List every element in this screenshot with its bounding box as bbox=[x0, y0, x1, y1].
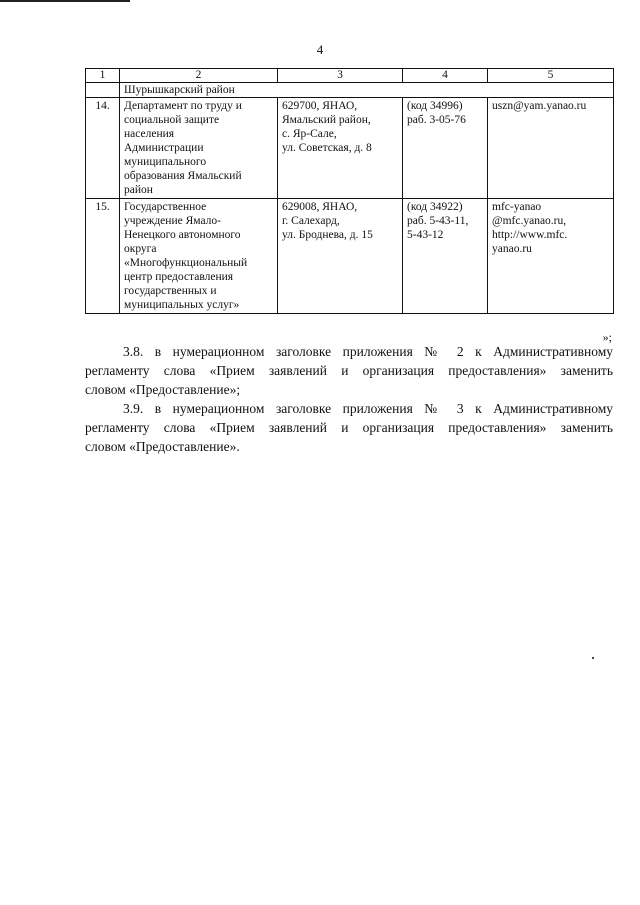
organization-name-line: Администрации bbox=[124, 142, 204, 154]
column-header: 2 bbox=[120, 69, 278, 83]
organization-name-line: муниципальных услуг» bbox=[124, 299, 240, 311]
address-line: г. Салехард, bbox=[282, 215, 340, 227]
phone-cell bbox=[403, 199, 488, 314]
column-header: 1 bbox=[86, 69, 120, 83]
paragraph-line: словом «Предоставление». bbox=[85, 439, 240, 454]
address-line: ул. Советская, д. 8 bbox=[282, 142, 372, 154]
phone-line: раб. 3-05-76 bbox=[407, 114, 466, 126]
email-link[interactable]: uszn@yam.yanao.ru bbox=[492, 100, 587, 112]
column-header: 4 bbox=[403, 69, 488, 83]
column-header: 3 bbox=[278, 69, 403, 83]
organization-name-line: район bbox=[124, 184, 153, 196]
phone-line: (код 34996) bbox=[407, 100, 463, 112]
organization-name-line: социальной защите bbox=[124, 114, 220, 126]
organization-name-line: округа bbox=[124, 243, 157, 255]
organization-name-line: «Многофункциональный bbox=[124, 257, 248, 269]
organization-name-line: Департамент по труду и bbox=[124, 100, 242, 112]
contacts-table bbox=[85, 68, 614, 314]
organization-name-cell bbox=[120, 98, 278, 199]
address-line: 629008, ЯНАО, bbox=[282, 201, 358, 213]
region-num-cell bbox=[86, 83, 120, 98]
organization-name-line: Государственное bbox=[124, 201, 207, 213]
phone-line: 5-43-12 bbox=[407, 229, 444, 241]
table-header-row bbox=[86, 69, 614, 83]
contact-cell bbox=[488, 98, 614, 199]
contact-cell bbox=[488, 199, 614, 314]
page-number: 4 bbox=[316, 42, 324, 57]
address-line: Ямальский район, bbox=[282, 114, 371, 126]
organization-name-line: государственных и bbox=[124, 285, 217, 297]
organization-name-cell bbox=[120, 199, 278, 314]
organization-name-line: учреждение Ямало- bbox=[124, 215, 221, 227]
row-number: 14. bbox=[86, 98, 120, 199]
phone-line: раб. 5-43-11, bbox=[407, 215, 469, 227]
address-cell bbox=[278, 98, 403, 199]
table-row bbox=[86, 199, 614, 314]
paragraph-line: 3.8. в нумерационном заголовке приложения № 2 к Административному bbox=[123, 344, 613, 359]
website-link[interactable]: yanao.ru bbox=[492, 243, 532, 255]
address-line: 629700, ЯНАО, bbox=[282, 100, 358, 112]
region-name: Шурышкарский район bbox=[120, 83, 614, 98]
closing-quote: »; bbox=[602, 330, 612, 344]
email-link[interactable]: @mfc.yanao.ru, bbox=[492, 215, 567, 227]
paragraph-line: регламенту слова «Прием заявлений и организация предоставления» заменить bbox=[85, 420, 613, 435]
organization-name-line: населения bbox=[124, 128, 175, 140]
table-row bbox=[86, 98, 614, 199]
paragraph-line: регламенту слова «Прием заявлений и организация предоставления» заменить bbox=[85, 363, 613, 378]
paragraph-3-8 bbox=[85, 342, 613, 399]
top-rule bbox=[0, 0, 130, 2]
scan-speck bbox=[592, 657, 594, 659]
organization-name-line: образования Ямальский bbox=[124, 170, 242, 182]
organization-name-line: муниципального bbox=[124, 156, 207, 168]
email-link[interactable]: mfc-yanao bbox=[492, 201, 542, 213]
address-line: с. Яр-Сале, bbox=[282, 128, 337, 140]
address-line: ул. Броднева, д. 15 bbox=[282, 229, 373, 241]
region-row bbox=[86, 83, 614, 98]
organization-name-line: центр предоставления bbox=[124, 271, 234, 283]
paragraph-line: 3.9. в нумерационном заголовке приложения № 3 к Административному bbox=[123, 401, 613, 416]
website-link[interactable]: http://www.mfc. bbox=[492, 229, 568, 241]
phone-cell bbox=[403, 98, 488, 199]
phone-line: (код 34922) bbox=[407, 201, 463, 213]
address-cell bbox=[278, 199, 403, 314]
column-header: 5 bbox=[488, 69, 614, 83]
organization-name-line: Ненецкого автономного bbox=[124, 229, 241, 241]
paragraph-3-9 bbox=[85, 399, 613, 456]
row-number: 15. bbox=[86, 199, 120, 314]
paragraph-line: словом «Предоставление»; bbox=[85, 382, 241, 397]
